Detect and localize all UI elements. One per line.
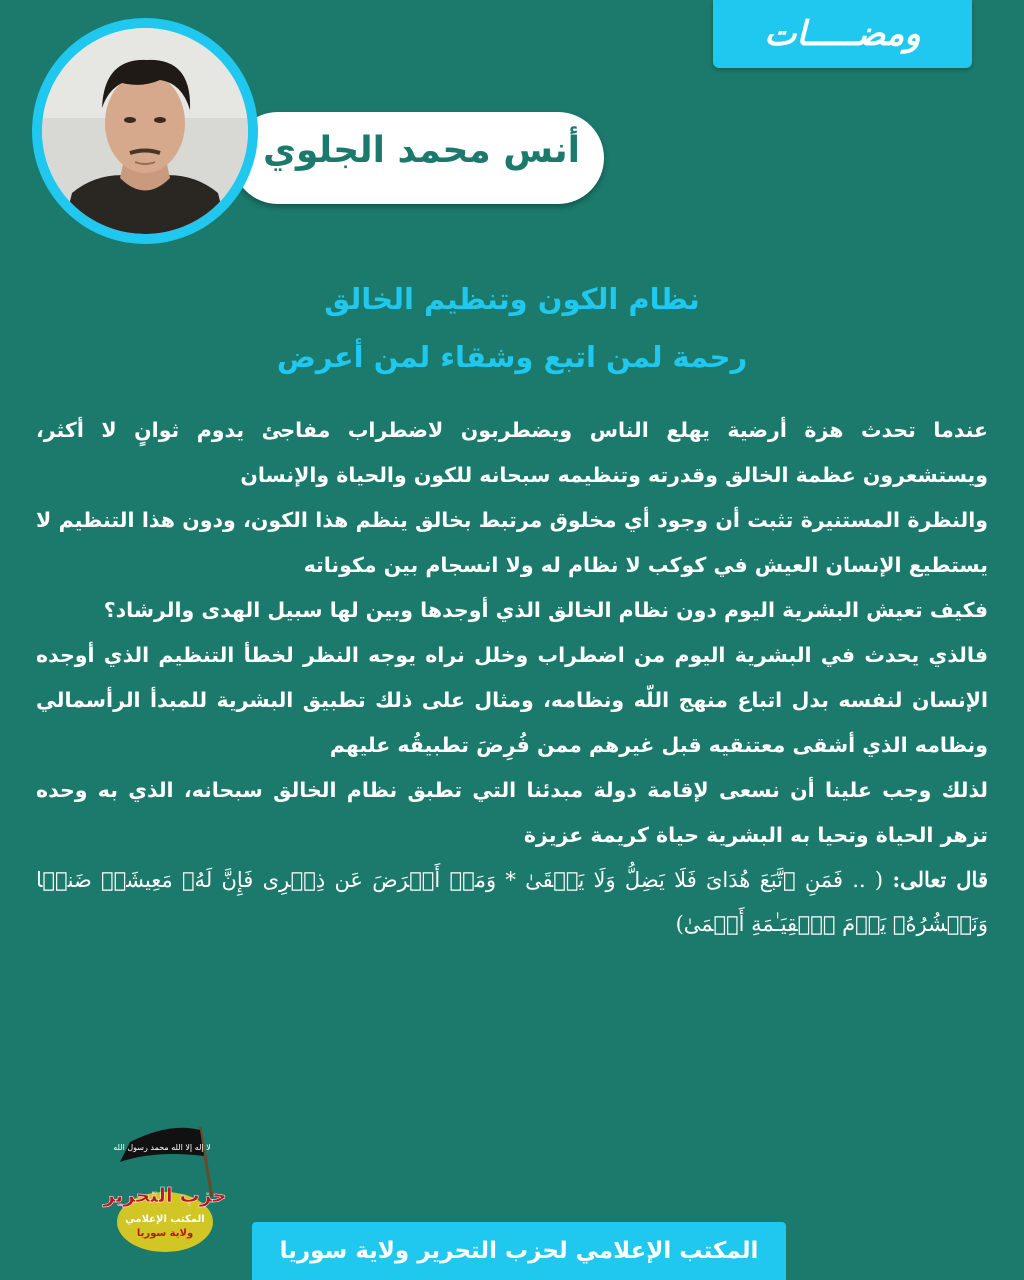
logo-name: حزب التحرير — [103, 1183, 227, 1207]
footer-label: المكتب الإعلامي لحزب التحرير ولاية سوريا — [279, 1238, 759, 1264]
author-avatar-ring — [32, 18, 258, 244]
verse-text: ( .. فَمَنِ ٱتَّبَعَ هُدَایَ فَلَا یَضِلُّ وَلَا یَشۡقَىٰ * وَمَنۡ أَعۡرَضَ عَن ذِكۡرِی فَإِنَّ لَهُۥ مَعِیشَةࣰ ضَنكࣰا وَنَحۡشُرُهُۥ یَوۡمَ ٱلۡقِیَـٰمَةِ أَعۡمَىٰ) — [36, 868, 988, 936]
section-badge — [713, 0, 972, 68]
verse-intro: قال تعالى: — [892, 867, 988, 892]
article-body — [36, 408, 988, 946]
quran-verse — [36, 858, 988, 946]
logo-line-3: ولاية سوريا — [136, 1228, 194, 1239]
article-paragraph: فالذي يحدث في البشرية اليوم من اضطراب وخلل نراه يوجه النظر لخطأ التنظيم الذي أوجده الإنسان لنفسه بدل اتباع منهج اللّه ونظامه، ومثال على ذلك تطبيق البشرية للمبدأ الرأسمالي ونظامه الذي أشقى معتنقيه قبل غيرهم ممن فُرِضَ تطبيقُه عليهم — [36, 643, 988, 757]
logo-line-2: المكتب الإعلامي — [125, 1214, 205, 1225]
article-title-line-2: رحمة لمن اتبع وشقاء لمن أعرض — [276, 340, 748, 374]
hizb-logo — [100, 1122, 230, 1262]
logo-emblem — [100, 1122, 230, 1262]
article-title — [0, 270, 1024, 386]
article-paragraph: لذلك وجب علينا أن نسعى لإقامة دولة مبدئنا التي تطبق نظام الخالق سبحانه، الذي به وحده تزهر الحياة وتحيا به البشرية حياة كريمة عزيزة — [36, 778, 988, 847]
author-name-pill — [232, 112, 604, 204]
author-name: أنس محمد الجلوي — [262, 130, 580, 171]
logo-flag-text: لا إله إلا الله محمد رسول الله — [113, 1143, 211, 1152]
author-photo — [42, 28, 248, 234]
article-title-line-1: نظام الكون وتنظيم الخالق — [324, 282, 700, 316]
article-paragraph: عندما تحدث هزة أرضية يهلع الناس ويضطربون لاضطراب مفاجئ يدوم ثوانٍ لا أكثر، ويستشعرون عظمة الخالق وقدرته وتنظيمه سبحانه للكون والحياة والإنسان — [36, 418, 988, 487]
footer-banner — [252, 1222, 786, 1280]
author-avatar — [42, 28, 248, 234]
article-paragraph: والنظرة المستنيرة تثبت أن وجود أي مخلوق مرتبط بخالق ينظم هذا الكون، ودون هذا التنظيم لا يستطيع الإنسان العيش في كوكب لا نظام له ولا انسجام بين مكوناته — [36, 508, 988, 577]
article-paragraph: فكيف تعيش البشرية اليوم دون نظام الخالق الذي أوجدها وبين لها سبيل الهدى والرشاد؟ — [103, 598, 988, 622]
section-badge-label: ومضـــــات — [764, 14, 921, 54]
